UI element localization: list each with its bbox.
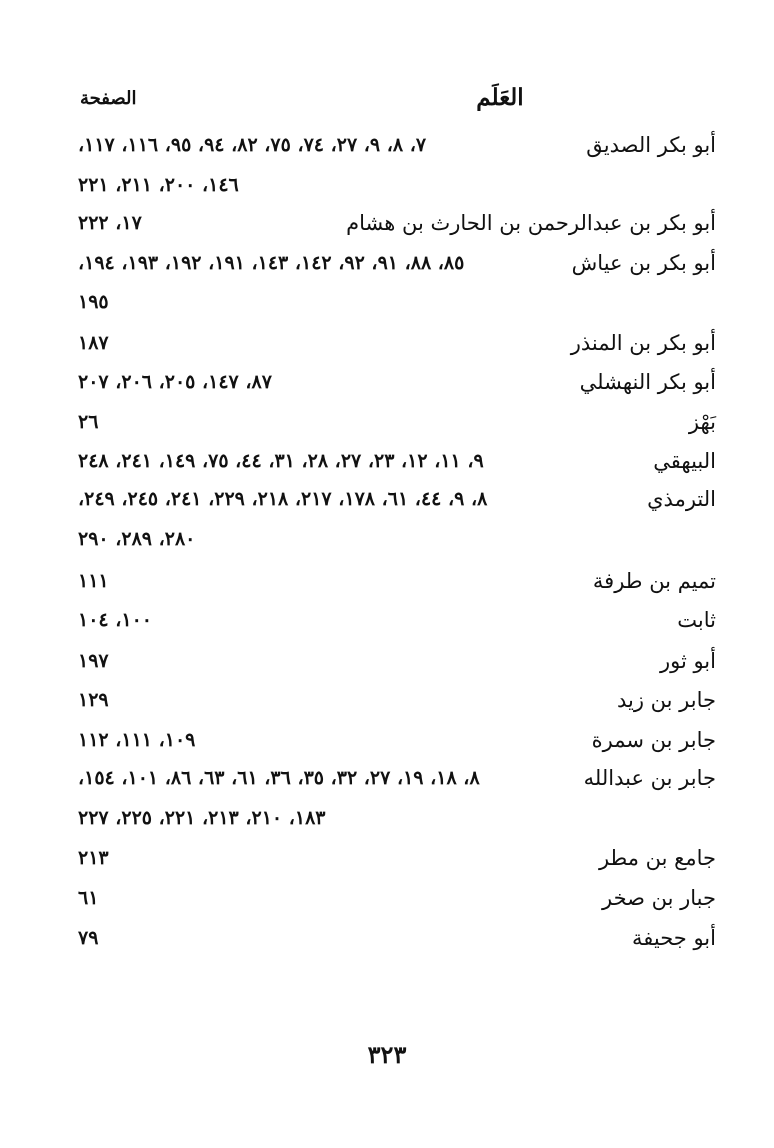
index-entry — [0, 840, 774, 876]
entry-name: الترمذي — [647, 487, 716, 511]
index-entry-continuation — [0, 521, 774, 557]
entry-pages: ٨٥، ٨٨، ٩١، ٩٢، ١٤٢، ١٤٣، ١٩١، ١٩٢، ١٩٣، ١٩٤، — [78, 252, 465, 274]
index-entry — [0, 682, 774, 718]
entry-name: تميم بن طرفة — [592, 569, 716, 593]
entry-pages: ١١١ — [78, 570, 109, 592]
entry-pages: ٢١٣ — [78, 847, 109, 869]
index-entry — [0, 404, 774, 440]
index-entry — [0, 563, 774, 599]
entry-name: جابر بن سمرة — [591, 728, 716, 752]
entry-name: جابر بن زيد — [616, 688, 716, 712]
index-entry — [0, 205, 774, 241]
entry-pages: ١٠٠، ١٠٤ — [78, 609, 152, 631]
entry-pages: ١٠٩، ١١١، ١١٢ — [78, 729, 196, 751]
index-entry-continuation — [0, 800, 774, 836]
index-entry-continuation — [0, 167, 774, 203]
entry-name: أبو بكر بن عياش — [571, 251, 716, 275]
entry-pages: ١٨٧ — [78, 332, 109, 354]
index-entry — [0, 245, 774, 281]
entry-pages: ٦١ — [78, 887, 99, 909]
entry-pages: ٩، ١١، ١٢، ٢٣، ٢٧، ٢٨، ٣١، ٤٤، ٧٥، ١٤٩، ٢٤١، ٢٤٨ — [78, 450, 484, 472]
index-entry — [0, 643, 774, 679]
index-entry — [0, 481, 774, 517]
index-entry — [0, 920, 774, 956]
entry-name: جبار بن صخر — [601, 886, 716, 910]
entry-name: البيهقي — [653, 449, 716, 473]
index-entry — [0, 602, 774, 638]
entry-pages: ٨٧، ١٤٧، ٢٠٥، ٢٠٦، ٢٠٧ — [78, 371, 272, 393]
entry-pages: ٢٦ — [78, 411, 99, 433]
entry-pages: ١٧، ٢٢٢ — [78, 212, 142, 234]
page-number: ٣٢٣ — [367, 1040, 407, 1069]
entry-pages: ١٩٧ — [78, 650, 109, 672]
index-entry — [0, 364, 774, 400]
entry-pages: ١٢٩ — [78, 689, 109, 711]
entry-name: جابر بن عبدالله — [583, 766, 716, 790]
entry-name: أبو بكر بن المنذر — [570, 331, 716, 355]
entry-pages: ٧٩ — [78, 927, 99, 949]
entry-name: ثابت — [677, 608, 716, 632]
column-header-name: العَلَم — [476, 84, 524, 111]
index-entry — [0, 325, 774, 361]
index-entry — [0, 722, 774, 758]
entry-name: أبو بكر بن عبدالرحمن بن الحارث بن هشام — [346, 211, 716, 235]
entry-name: أبو بكر الصديق — [586, 133, 716, 157]
index-entry-continuation — [0, 284, 774, 320]
entry-name: بَهْز — [688, 410, 716, 434]
entry-pages: ٢٨٠، ٢٨٩، ٢٩٠ — [78, 528, 196, 550]
entry-pages: ٨، ١٨، ١٩، ٢٧، ٣٢، ٣٥، ٣٦، ٦١، ٦٣، ٨٦، ١٠١، ١٥٤، — [78, 767, 480, 789]
entry-name: أبو بكر النهشلي — [579, 370, 716, 394]
column-header-page: الصفحة — [80, 88, 137, 109]
index-entry — [0, 443, 774, 479]
entry-pages: ٨، ٩، ٤٤، ٦١، ١٧٨، ٢١٧، ٢١٨، ٢٢٩، ٢٤١، ٢٤٥، ٢٤٩، — [78, 488, 488, 510]
entry-name: جامع بن مطر — [598, 846, 716, 870]
entry-pages: ١٤٦، ٢٠٠، ٢١١، ٢٢١ — [78, 174, 239, 196]
entry-name: أبو ثور — [659, 649, 716, 673]
entry-name: أبو جحيفة — [632, 926, 716, 950]
entry-pages: ٧، ٨، ٩، ٢٧، ٧٤، ٧٥، ٨٢، ٩٤، ٩٥، ١١٦، ١١٧، — [78, 134, 427, 156]
entry-pages: ١٩٥ — [78, 291, 109, 313]
index-entry — [0, 127, 774, 163]
index-entry — [0, 760, 774, 796]
entry-pages: ١٨٣، ٢١٠، ٢١٣، ٢٢١، ٢٢٥، ٢٢٧ — [78, 807, 326, 829]
index-entry — [0, 880, 774, 916]
